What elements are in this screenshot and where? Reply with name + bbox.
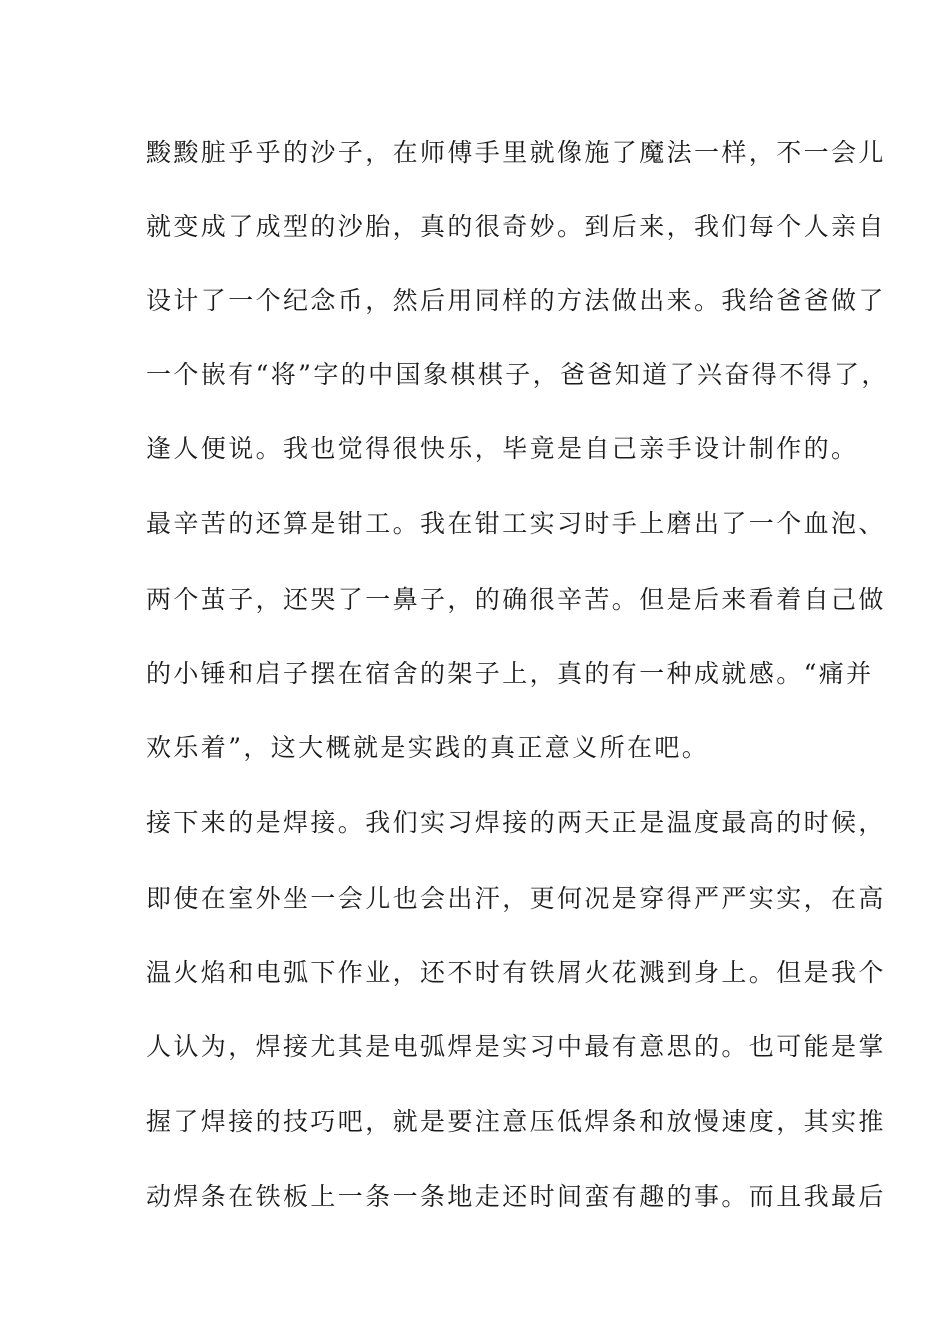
text-line: 欢乐着”，这大概就是实践的真正意义所在吧。 (146, 733, 710, 762)
text-line: 接下来的是焊接。我们实习焊接的两天正是温度最高的时候， (146, 808, 886, 837)
text-line: 两个茧子，还哭了一鼻子，的确很辛苦。但是后来看着自己做 (146, 585, 886, 614)
text-line: 设计了一个纪念币，然后用同样的方法做出来。我给爸爸做了 (146, 286, 886, 315)
text-line: 最辛苦的还算是钳工。我在钳工实习时手上磨出了一个血泡、 (146, 509, 886, 538)
text-line: 就变成了成型的沙胎，真的很奇妙。到后来，我们每个人亲自 (146, 212, 886, 241)
text-line: 即使在室外坐一会儿也会出汗，更何况是穿得严严实实，在高 (146, 884, 886, 913)
text-line: 的小锤和启子摆在宿舍的架子上，真的有一种成就感。“痛并 (146, 659, 874, 688)
text-line: 一个嵌有“将”字的中国象棋棋子，爸爸知道了兴奋得不得了， (146, 360, 889, 389)
text-line: 黢黢脏乎乎的沙子，在师傅手里就像施了魔法一样，不一会儿 (146, 138, 886, 167)
text-line: 逢人便说。我也觉得很快乐，毕竟是自己亲手设计制作的。 (146, 434, 859, 463)
text-line: 温火焰和电弧下作业，还不时有铁屑火花溅到身上。但是我个 (146, 958, 886, 987)
text-line: 动焊条在铁板上一条一条地走还时间蛮有趣的事。而且我最后 (146, 1182, 886, 1211)
text-line: 握了焊接的技巧吧，就是要注意压低焊条和放慢速度，其实推 (146, 1107, 886, 1136)
text-line: 人认为，焊接尤其是电弧焊是实习中最有意思的。也可能是掌 (146, 1032, 886, 1061)
